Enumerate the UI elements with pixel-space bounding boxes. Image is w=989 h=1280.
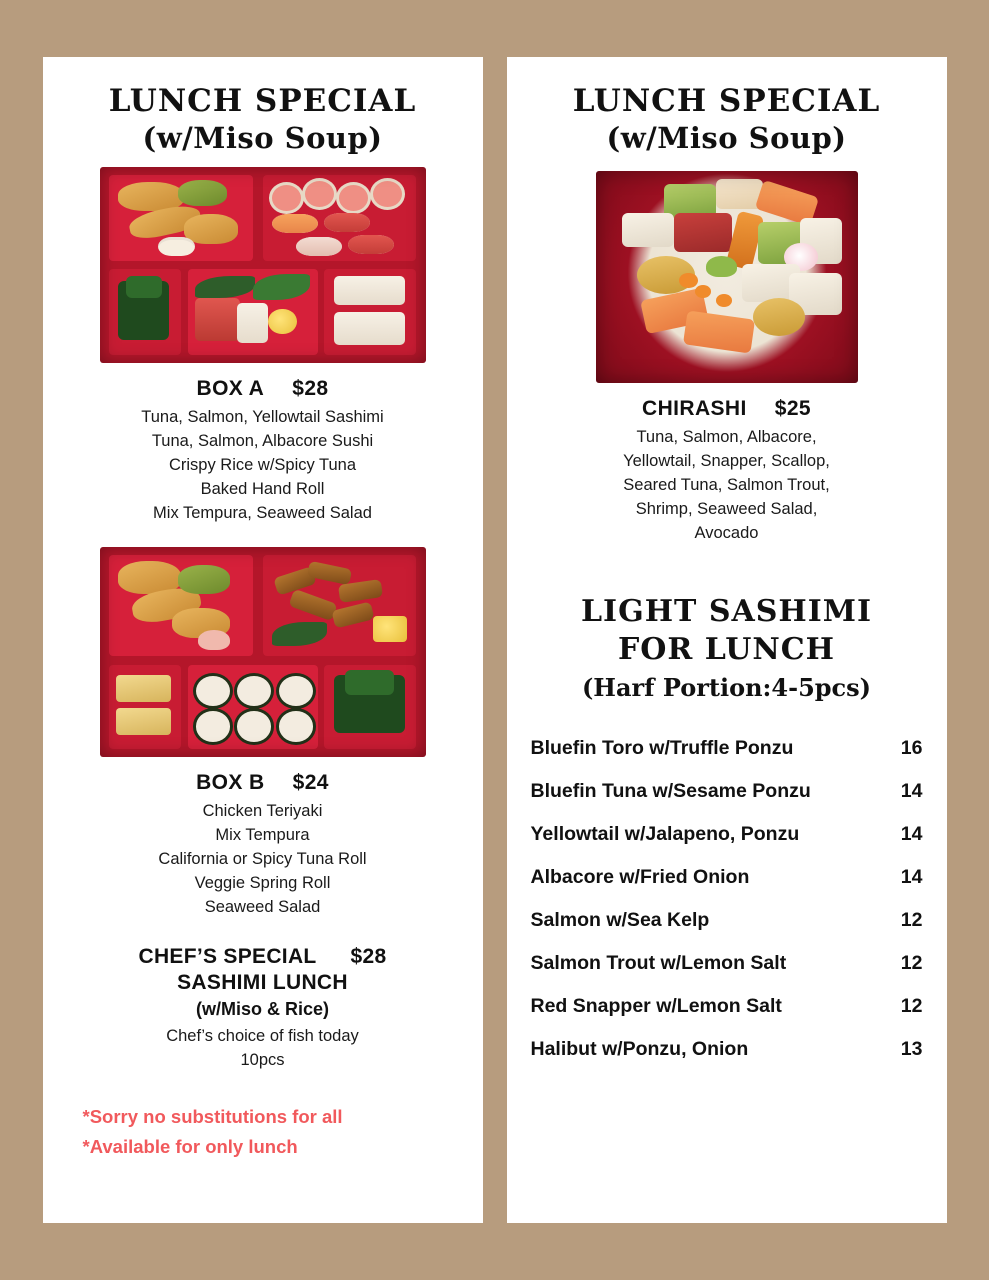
sashimi-item-name: Salmon w/Sea Kelp <box>530 909 710 931</box>
chef-special-price: $28 <box>350 945 387 968</box>
sashimi-item-name: Red Snapper w/Lemon Salt <box>530 995 782 1017</box>
list-item <box>529 942 925 985</box>
box-a-desc-line: Tuna, Salmon, Yellowtail Sashimi <box>141 408 384 426</box>
box-a-desc-line: Mix Tempura, Seaweed Salad <box>153 504 372 522</box>
box-b-desc-line: California or Spicy Tuna Roll <box>158 850 367 868</box>
chirashi-photo <box>596 171 858 383</box>
sashimi-item-price: 12 <box>900 995 923 1017</box>
box-b-description <box>158 799 366 919</box>
box-a-desc-line: Tuna, Salmon, Albacore Sushi <box>151 432 374 450</box>
chef-special-title: CHEF’S SPECIAL <box>138 945 317 968</box>
box-a-desc-line: Baked Hand Roll <box>200 480 325 498</box>
right-header-line2: (w/Miso Soup) <box>606 121 847 155</box>
light-sashimi-header-line3: (Harf Portion:4-5pcs) <box>581 673 872 702</box>
sashimi-item-price: 13 <box>900 1038 923 1060</box>
right-menu-panel <box>507 57 947 1223</box>
light-sashimi-list <box>529 727 925 1071</box>
chirashi-name: CHIRASHI <box>642 397 747 420</box>
sashimi-item-name: Salmon Trout w/Lemon Salt <box>530 952 787 974</box>
left-menu-panel <box>43 57 483 1223</box>
left-header-line1: LUNCH SPECIAL <box>108 83 417 119</box>
box-a-title <box>197 377 329 401</box>
sashimi-item-price: 14 <box>900 866 923 888</box>
menu-note-line: *Sorry no substitutions for all <box>82 1106 343 1127</box>
list-item <box>529 856 925 899</box>
chef-special-desc-line: 10pcs <box>240 1051 285 1069</box>
chef-special-description <box>138 1024 386 1072</box>
chef-special-block <box>138 945 386 1072</box>
box-a-desc-line: Crispy Rice w/Spicy Tuna <box>168 456 357 474</box>
box-b-desc-line: Chicken Teriyaki <box>202 802 323 820</box>
sashimi-item-price: 12 <box>900 952 923 974</box>
light-sashimi-header-line2: FOR LUNCH <box>617 632 836 667</box>
menu-note-line: *Available for only lunch <box>82 1136 298 1157</box>
list-item <box>529 813 925 856</box>
box-b-title <box>196 771 329 795</box>
list-item <box>529 727 925 770</box>
chirashi-title <box>642 397 811 421</box>
box-a-price: $28 <box>292 377 329 400</box>
sashimi-item-price: 14 <box>900 780 923 802</box>
chirashi-desc-line: Yellowtail, Snapper, Scallop, <box>623 452 830 470</box>
chef-special-subtitle: SASHIMI LUNCH <box>177 971 348 994</box>
box-b-photo <box>100 547 426 757</box>
list-item <box>529 899 925 942</box>
box-a-name: BOX A <box>196 377 265 400</box>
sashimi-item-price: 12 <box>900 909 923 931</box>
box-b-desc-line: Seaweed Salad <box>204 898 321 916</box>
box-b-price: $24 <box>292 771 329 794</box>
chef-special-desc-line: Chef’s choice of fish today <box>166 1027 359 1045</box>
left-header-line2: (w/Miso Soup) <box>142 121 383 155</box>
box-b-desc-line: Mix Tempura <box>215 826 310 844</box>
sashimi-item-name: Bluefin Toro w/Truffle Ponzu <box>530 737 794 759</box>
chirashi-price: $25 <box>774 397 811 420</box>
chirashi-desc-line: Shrimp, Seaweed Salad, <box>635 500 818 518</box>
sashimi-item-name: Yellowtail w/Jalapeno, Ponzu <box>530 823 800 845</box>
right-header-line1: LUNCH SPECIAL <box>572 83 881 119</box>
sashimi-item-price: 16 <box>900 737 923 759</box>
box-b-desc-line: Veggie Spring Roll <box>194 874 331 892</box>
chirashi-desc-line: Avocado <box>694 524 759 542</box>
sashimi-item-price: 14 <box>900 823 923 845</box>
box-a-description <box>141 405 383 525</box>
menu-notes <box>63 1102 343 1162</box>
list-item <box>529 985 925 1028</box>
chirashi-description <box>623 425 830 545</box>
light-sashimi-header <box>581 593 872 705</box>
list-item <box>529 1028 925 1071</box>
light-sashimi-header-line1: LIGHT SASHIMI <box>580 594 873 629</box>
sashimi-item-name: Albacore w/Fried Onion <box>530 866 750 888</box>
list-item <box>529 770 925 813</box>
chef-special-title-row <box>138 945 386 969</box>
sashimi-item-name: Bluefin Tuna w/Sesame Ponzu <box>530 780 811 802</box>
box-a-photo <box>100 167 426 363</box>
sashimi-item-name: Halibut w/Ponzu, Onion <box>530 1038 749 1060</box>
chirashi-desc-line: Seared Tuna, Salmon Trout, <box>623 476 830 494</box>
chirashi-desc-line: Tuna, Salmon, Albacore, <box>636 428 817 446</box>
chef-special-note: (w/Miso & Rice) <box>195 999 329 1019</box>
box-b-name: BOX B <box>196 771 265 794</box>
